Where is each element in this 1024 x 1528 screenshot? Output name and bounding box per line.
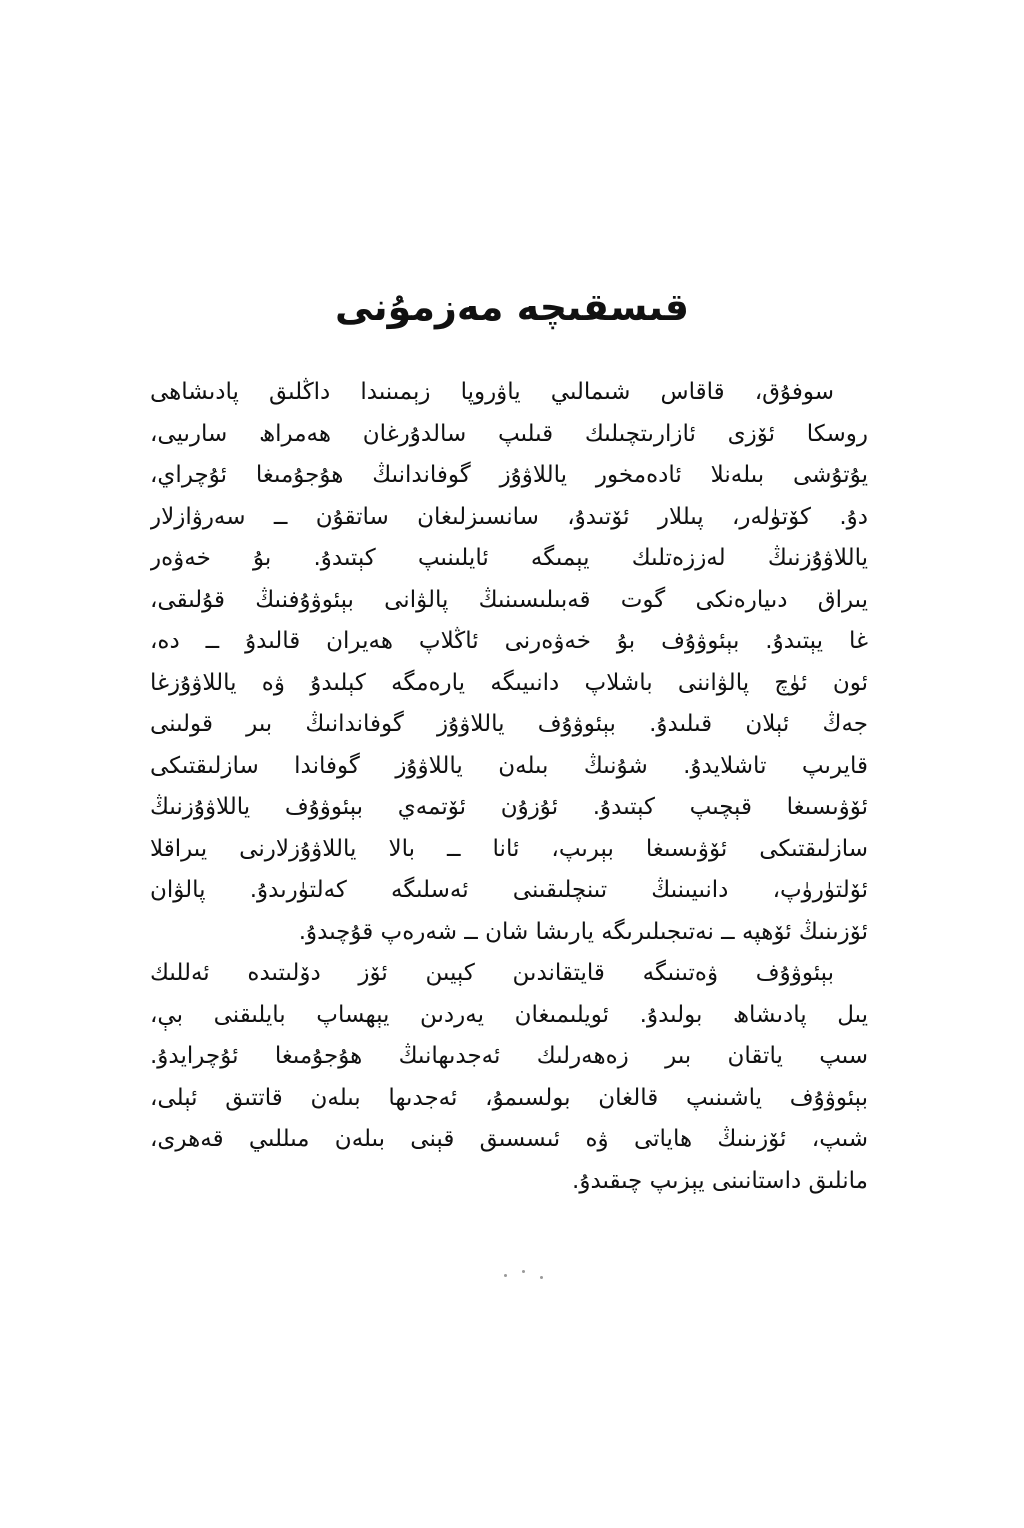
text-line: ئون ئۈچ پالۋاننى باشلاپ دانىيىگە يارەمگە كېلىدۇ ۋە ياللاۋۇزغا: [150, 669, 868, 696]
text-line: يىل پادىشاھ بولىدۇ. ئويلىمىغان يەردىن يېھساپ بايلىقنى بې،: [150, 1001, 868, 1028]
text-line: قايرىپ تاشلايدۇ. شۇنىڭ بىلەن ياللاۋۇز گوفاندا سازلىقتىكى: [150, 752, 868, 779]
speck: [504, 1274, 507, 1277]
text-line: غا يېتىدۇ. بېئوۋۇف بۇ خەۋەرنى ئاڭلاپ ھەيران قالىدۇ ــ دە،: [150, 628, 868, 654]
text-line: ئۆزىنىڭ ئۆھپە ــ نەتىجىلىرىگە يارىشا شان ــ شەرەپ قۇچىدۇ.: [298, 918, 868, 945]
text-line: دۇ. كۆتۈلەر، پىللار ئۆتىدۇ، سانسىزلىغان ساتقۇن ــ سەرۋازلار: [150, 503, 868, 530]
text-line: يۇتۇشى بىلەنلا ئادەمخور ياللاۋۇز گوفاندانىڭ ھۇجۇمىغا ئۇچراي،: [150, 462, 868, 488]
text-line: ئۆلتۈرۈپ، دانىيىنىڭ تىنچلىقىنى ئەسلىگە كەلتۈرىدۇ. پالۋان: [150, 877, 868, 903]
text-line: بېئوۋۇف ياشىنىپ قالغان بولسىمۇ، ئەجدىھا بىلەن قاتتىق ئېلى،: [150, 1084, 868, 1111]
summary-text: [150, 372, 868, 1202]
print-specks: [500, 1268, 560, 1282]
text-line: بېئوۋۇف ۋەتىنىگە قايتقاندىن كېيىن ئۆز دۆلىتىدە ئەللىك: [150, 960, 834, 986]
page-title: قىسقىچە مەزمۇنى: [334, 285, 690, 329]
text-line: يىراق دىيارەنكى گوت قەبىلىسىنىڭ پالۋانى بېئوۋۇفنىڭ قۇلىقى،: [150, 586, 868, 613]
text-line: جەڭ ئېلان قىلىدۇ. بېئوۋۇف ياللاۋۇز گوفاندانىڭ بىر قولىنى: [150, 711, 868, 737]
text-line: مانلىق داستانىنى يېزىپ چىقىدۇ.: [572, 1167, 868, 1194]
speck: [522, 1270, 525, 1273]
text-line: روسكا ئۆزى ئازارىتچىلىك قىلىپ سالدۇرغان ھەمراھ سارىيى،: [150, 420, 868, 447]
text-line: سوفۇق، قاقاس شىمالىي ياۋروپا زېمىنىدا داڭلىق پادىشاھى: [150, 379, 834, 405]
speck: [540, 1276, 543, 1279]
text-line: ئۆۋىسىغا قېچىپ كېتىدۇ. ئۇزۇن ئۆتمەي بېئوۋۇف ياللاۋۇزنىڭ: [150, 794, 868, 820]
text-line: سازلىقتىكى ئۆۋىسىغا بېرىپ، ئانا ــ بالا ياللاۋۇزلارنى يىراقلا: [150, 835, 868, 862]
text-line: سىپ ياتقان بىر زەھەرلىك ئەجدىھانىڭ ھۇجۇمىغا ئۇچرايدۇ.: [150, 1043, 868, 1069]
text-line: شىپ، ئۆزىنىڭ ھاياتى ۋە ئىسسىق قېنى بىلەن مىللىي قەھرى،: [150, 1126, 868, 1152]
text-line: ياللاۋۇزنىڭ لەززەتلىك يېمىگە ئايلىنىپ كېتىدۇ. بۇ خەۋەر: [150, 545, 868, 571]
